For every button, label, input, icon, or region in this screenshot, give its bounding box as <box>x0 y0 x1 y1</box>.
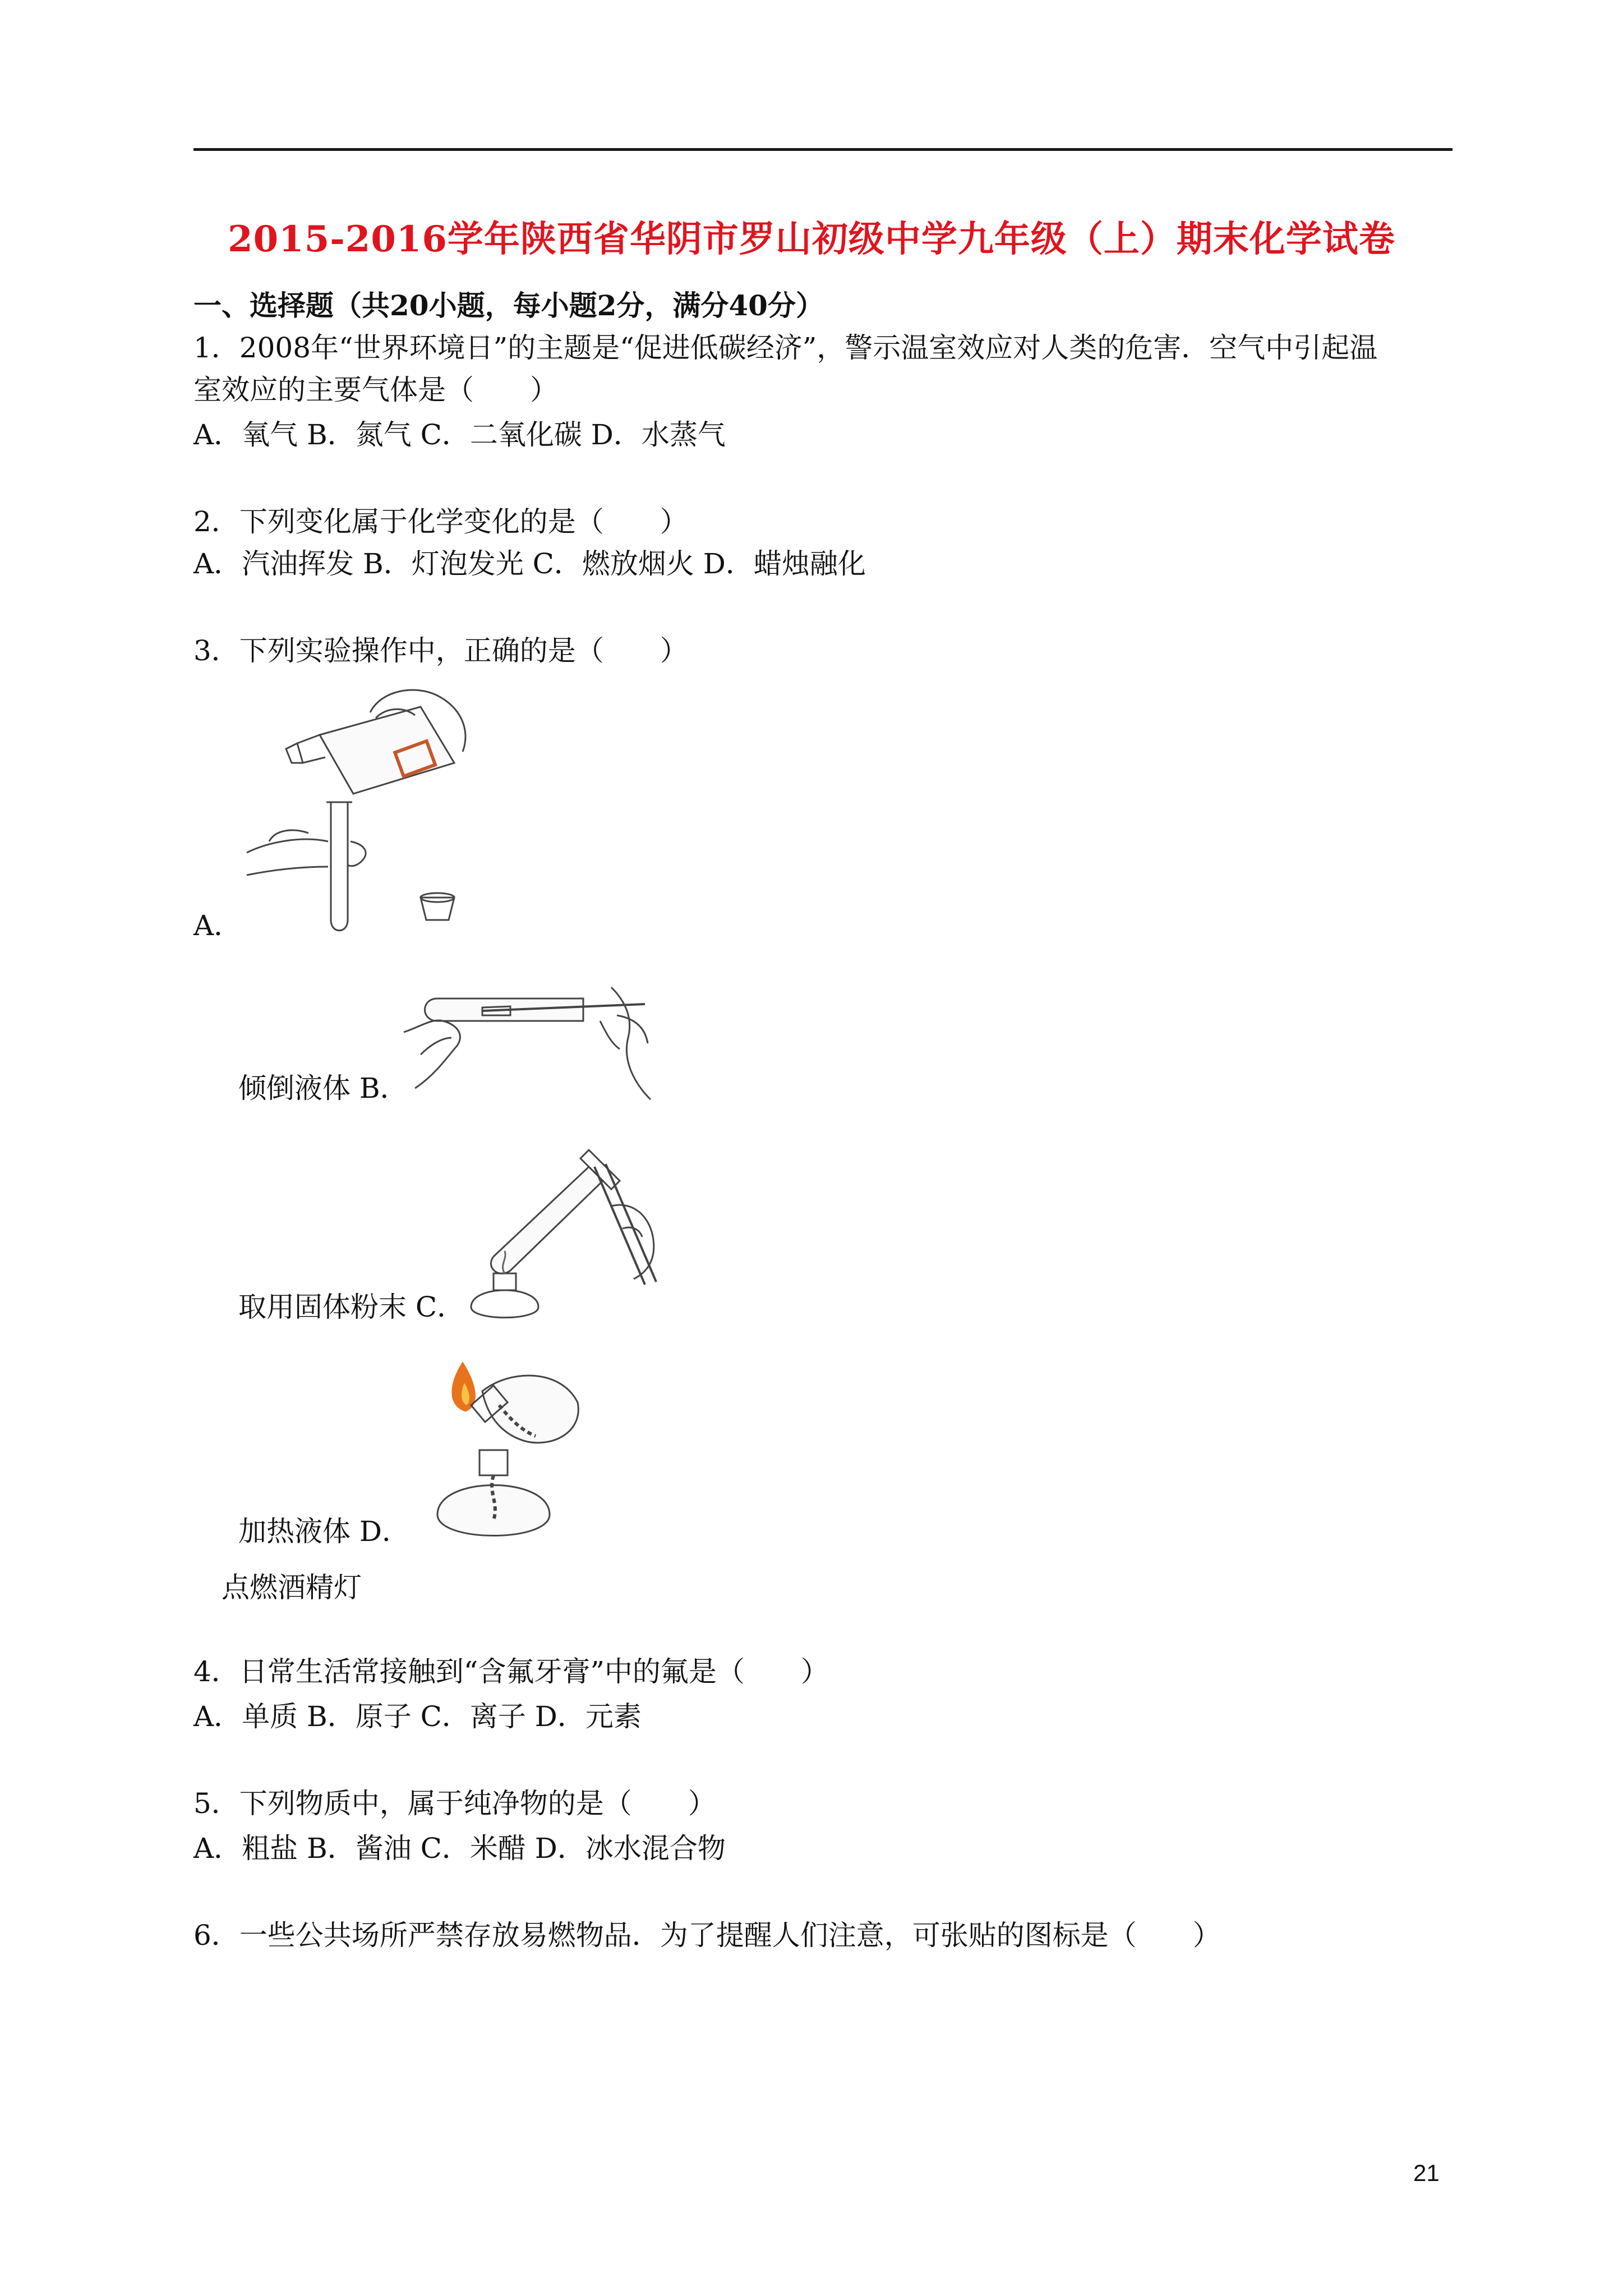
q4-options: A．单质 B．原子 C．离子 D．元素 <box>193 1700 642 1733</box>
q3-caption-d: 加热液体 D． <box>238 1515 410 1548</box>
lamp-lighting-figure <box>415 1352 589 1548</box>
q2-options: A．汽油挥发 B．灯泡发光 C．燃放烟火 D．蜡烛融化 <box>193 547 866 580</box>
q3-label-a: A． <box>193 909 242 942</box>
q6-stem: 6．一些公共场所严禁存放易燃物品．为了提醒人们注意，可张贴的图标是（ ） <box>193 1919 1221 1952</box>
q5-options: A．粗盐 B．酱油 C．米醋 D．冰水混合物 <box>193 1832 726 1865</box>
q3-stem: 3．下列实验操作中，正确的是（ ） <box>193 634 688 667</box>
q1-options: A．氧气 B．氮气 C．二氧化碳 D．水蒸气 <box>193 418 726 451</box>
section-heading: 一、选择题（共20小题，每小题2分，满分40分） <box>193 289 824 322</box>
page-title: 2015-2016学年陕西省华阴市罗山初级中学九年级（上）期末化学试卷 <box>228 218 1395 260</box>
q1-stem-line2: 室效应的主要气体是（ ） <box>193 374 558 406</box>
pouring-liquid-figure <box>236 673 527 937</box>
page-number: 21 <box>1413 2160 1440 2186</box>
q3-caption-b: 倾倒液体 B． <box>238 1072 408 1105</box>
q4-stem: 4．日常生活常接触到“含氟牙膏”中的氟是（ ） <box>193 1655 829 1688</box>
header-rule <box>193 148 1453 151</box>
q3-caption-end: 点燃酒精灯 <box>222 1571 362 1604</box>
q1-stem-line1: 1．2008年“世界环境日”的主题是“促进低碳经济”，警示温室效应对人类的危害．空气中引起温 <box>193 332 1378 364</box>
q5-stem: 5．下列物质中，属于纯净物的是（ ） <box>193 1787 716 1820</box>
heating-liquid-figure <box>460 1144 673 1329</box>
q2-stem: 2．下列变化属于化学变化的是（ ） <box>193 505 688 538</box>
q3-caption-c: 取用固体粉末 C． <box>238 1291 465 1323</box>
powder-spatula-figure <box>398 965 667 1111</box>
